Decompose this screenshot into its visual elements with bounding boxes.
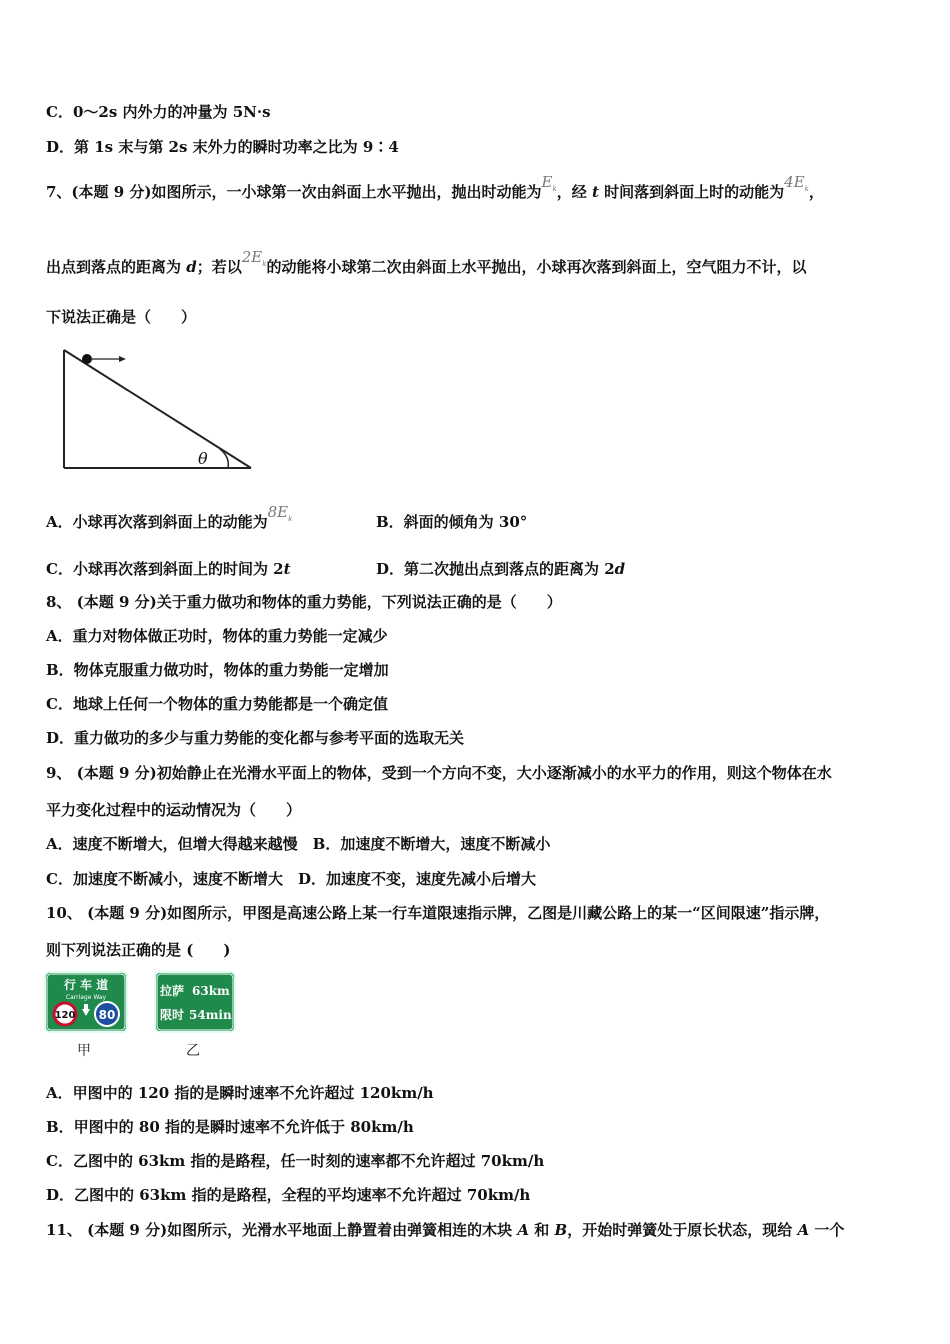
theta-label: θ <box>198 449 208 468</box>
q11-stem: 11、 (本题 9 分)如图所示，光滑水平地面上静置着由弹簧相连的木块 A 和 B，开始时弹簧处于原长状态，现给 A 一个 <box>46 1221 845 1239</box>
sign2-distance: 63km <box>192 984 230 998</box>
q7-stem-line3: 下说法正确是（ ） <box>46 308 197 326</box>
q10-option-d: D．乙图中的 63km 指的是路程，全程的平均速率不允许超过 70km/h <box>46 1186 531 1204</box>
q7-option-c: C．小球再次落到斜面上的时间为 2t <box>46 560 291 578</box>
eight-ek-symbol: $8E_k$ <box>267 503 293 523</box>
max-speed-value: 120 <box>54 1010 76 1021</box>
sign2-place: 拉萨 <box>160 984 185 998</box>
q9-options-ab: A．速度不断增大，但增大得越来越慢 B．加速度不断增大，速度不断减小 <box>46 835 551 853</box>
q10-option-a: A．甲图中的 120 指的是瞬时速率不允许超过 120km/h <box>46 1084 434 1102</box>
q10-stem-line2: 则下列说法正确的是 ( ) <box>46 941 231 959</box>
sign2-time-value: 54min <box>189 1008 232 1022</box>
q6-option-d: D．第 1s 末与第 2s 末外力的瞬时功率之比为 9∶4 <box>46 138 399 156</box>
arrow-head-icon <box>119 356 126 362</box>
q9-stem-line1: 9、 (本题 9 分)初始静止在光滑水平面上的物体，受到一个方向不变，大小逐渐减小的水平力的作用，则这个物体在水 <box>46 764 832 782</box>
q6-option-c: C．0～2s 内外力的冲量为 5N·s <box>46 103 271 121</box>
incline-slope <box>64 350 251 468</box>
q7-stem-line2: 出点到落点的距离为 d；若以$2E_k$的动能将小球第二次由斜面上水平抛出，小球再次落到斜面上，空气阻力不计，以 <box>46 248 807 276</box>
incline-figure <box>60 345 260 475</box>
sign2-time-label: 限时 <box>160 1008 185 1022</box>
interval-speed-sign <box>154 971 236 1033</box>
ball-icon <box>82 354 92 364</box>
ek-symbol: $E_k$ <box>541 173 557 193</box>
lane-speed-sign <box>44 971 128 1033</box>
four-ek-symbol: $4E_k$ <box>784 173 809 193</box>
q7-stem-line1: 7、(本题 9 分)如图所示，一小球第一次由斜面上水平抛出，抛出时动能为$E_k$，经 t 时间落到斜面上时的动能为$4E_k$， <box>46 173 824 201</box>
q8-stem: 8、 (本题 9 分)关于重力做功和物体的重力势能，下列说法正确的是（ ） <box>46 593 562 611</box>
q7-option-b: B．斜面的倾角为 30° <box>376 513 528 531</box>
q10-stem-line1: 10、 (本题 9 分)如图所示，甲图是高速公路上某一行车道限速指示牌，乙图是川藏公路上的某一“区间限速”指示牌， <box>46 904 830 922</box>
q9-options-cd: C．加速度不断减小，速度不断增大 D．加速度不变，速度先减小后增大 <box>46 870 536 888</box>
q8-option-c: C．地球上任何一个物体的重力势能都是一个确定值 <box>46 695 388 713</box>
sign1-caption: 甲 <box>77 1043 91 1059</box>
min-speed-value: 80 <box>98 1008 116 1022</box>
q8-option-d: D．重力做功的多少与重力势能的变化都与参考平面的选取无关 <box>46 729 465 747</box>
q8-option-a: A．重力对物体做正功时，物体的重力势能一定减少 <box>46 627 388 645</box>
sign-subtitle: Carriage Way <box>65 994 107 1001</box>
q9-stem-line2: 平力变化过程中的运动情况为（ ） <box>46 801 302 819</box>
q7-option-a: A．小球再次落到斜面上的动能为$8E_k$ <box>46 503 293 531</box>
two-ek-symbol: $2E_k$ <box>241 248 267 268</box>
q7-option-d: D．第二次抛出点到落点的距离为 2d <box>376 560 626 578</box>
sign2-caption: 乙 <box>186 1043 200 1059</box>
q8-option-b: B．物体克服重力做功时，物体的重力势能一定增加 <box>46 661 389 679</box>
sign-title: 行 车 道 <box>63 978 109 992</box>
q10-option-c: C．乙图中的 63km 指的是路程，任一时刻的速率都不允许超过 70km/h <box>46 1152 545 1170</box>
q10-option-b: B．甲图中的 80 指的是瞬时速率不允许低于 80km/h <box>46 1118 414 1136</box>
